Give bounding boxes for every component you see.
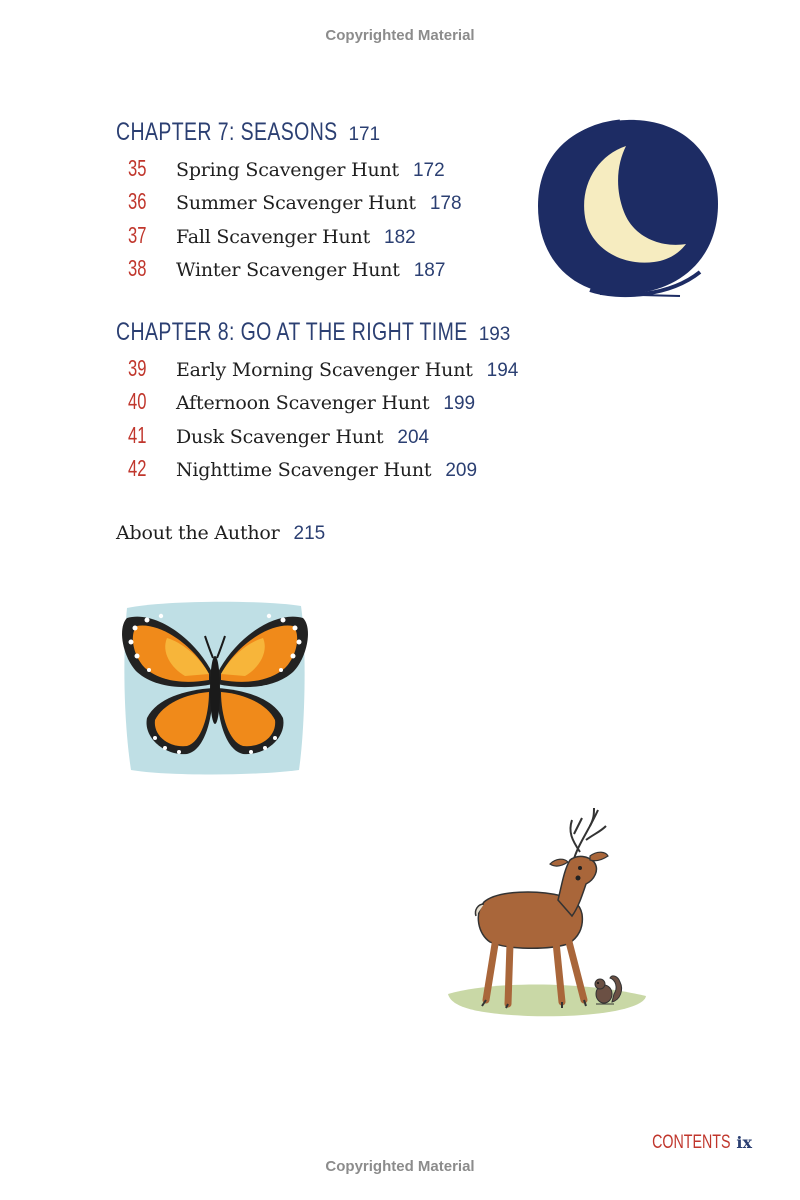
entry-number: 41 (128, 422, 147, 448)
chapter-8-title: CHAPTER 8: GO AT THE RIGHT TIME (116, 318, 468, 346)
watermark-bottom: Copyrighted Material (325, 1158, 475, 1175)
entry-number: 36 (128, 188, 147, 214)
entry-title: Afternoon Scavenger Hunt (176, 392, 430, 414)
entry-page: 187 (413, 260, 446, 281)
entry-number: 37 (128, 222, 147, 248)
chapter-8-page: 193 (478, 324, 511, 345)
toc-entry-35[interactable] (128, 155, 445, 183)
toc-entry-about-author[interactable] (116, 522, 325, 545)
entry-page: 204 (397, 427, 430, 448)
entry-title: About the Author (116, 522, 280, 544)
page-footer (626, 1132, 752, 1154)
moon-icon (530, 112, 725, 302)
toc-entry-38[interactable] (128, 255, 445, 283)
entry-title: Dusk Scavenger Hunt (176, 426, 384, 448)
entry-number: 38 (128, 255, 147, 281)
entry-page: 215 (293, 523, 326, 544)
toc-entry-42[interactable] (128, 455, 477, 483)
chapter-8-heading[interactable] (116, 318, 511, 347)
entry-number: 42 (128, 455, 147, 481)
toc-entry-41[interactable] (128, 422, 429, 450)
entry-number: 40 (128, 388, 147, 414)
entry-page: 199 (443, 393, 476, 414)
entry-page: 172 (412, 160, 445, 181)
entry-page: 178 (429, 193, 462, 214)
entry-number: 39 (128, 355, 147, 381)
entry-title: Summer Scavenger Hunt (176, 192, 416, 214)
squirrel-icon (588, 966, 628, 1006)
entry-title: Nighttime Scavenger Hunt (176, 459, 432, 481)
page-number: ix (736, 1133, 752, 1152)
entry-title: Early Morning Scavenger Hunt (176, 359, 473, 381)
entry-number: 35 (128, 155, 147, 181)
toc-entry-37[interactable] (128, 222, 416, 250)
toc-entry-40[interactable] (128, 388, 475, 416)
entry-title: Spring Scavenger Hunt (176, 159, 399, 181)
watermark-top: Copyrighted Material (325, 27, 475, 44)
butterfly-icon (115, 598, 315, 778)
entry-title: Fall Scavenger Hunt (176, 226, 371, 248)
chapter-7-page: 171 (348, 124, 381, 145)
chapter-7-title: CHAPTER 7: SEASONS (116, 118, 338, 146)
toc-entry-39[interactable] (128, 355, 518, 383)
entry-title: Winter Scavenger Hunt (176, 259, 400, 281)
entry-page: 182 (384, 227, 416, 248)
entry-page: 209 (445, 460, 478, 481)
footer-section-label: CONTENTS (652, 1132, 731, 1153)
toc-entry-36[interactable] (128, 188, 462, 216)
deer-icon (438, 804, 653, 1029)
chapter-7-heading[interactable] (116, 118, 381, 147)
entry-page: 194 (486, 360, 519, 381)
